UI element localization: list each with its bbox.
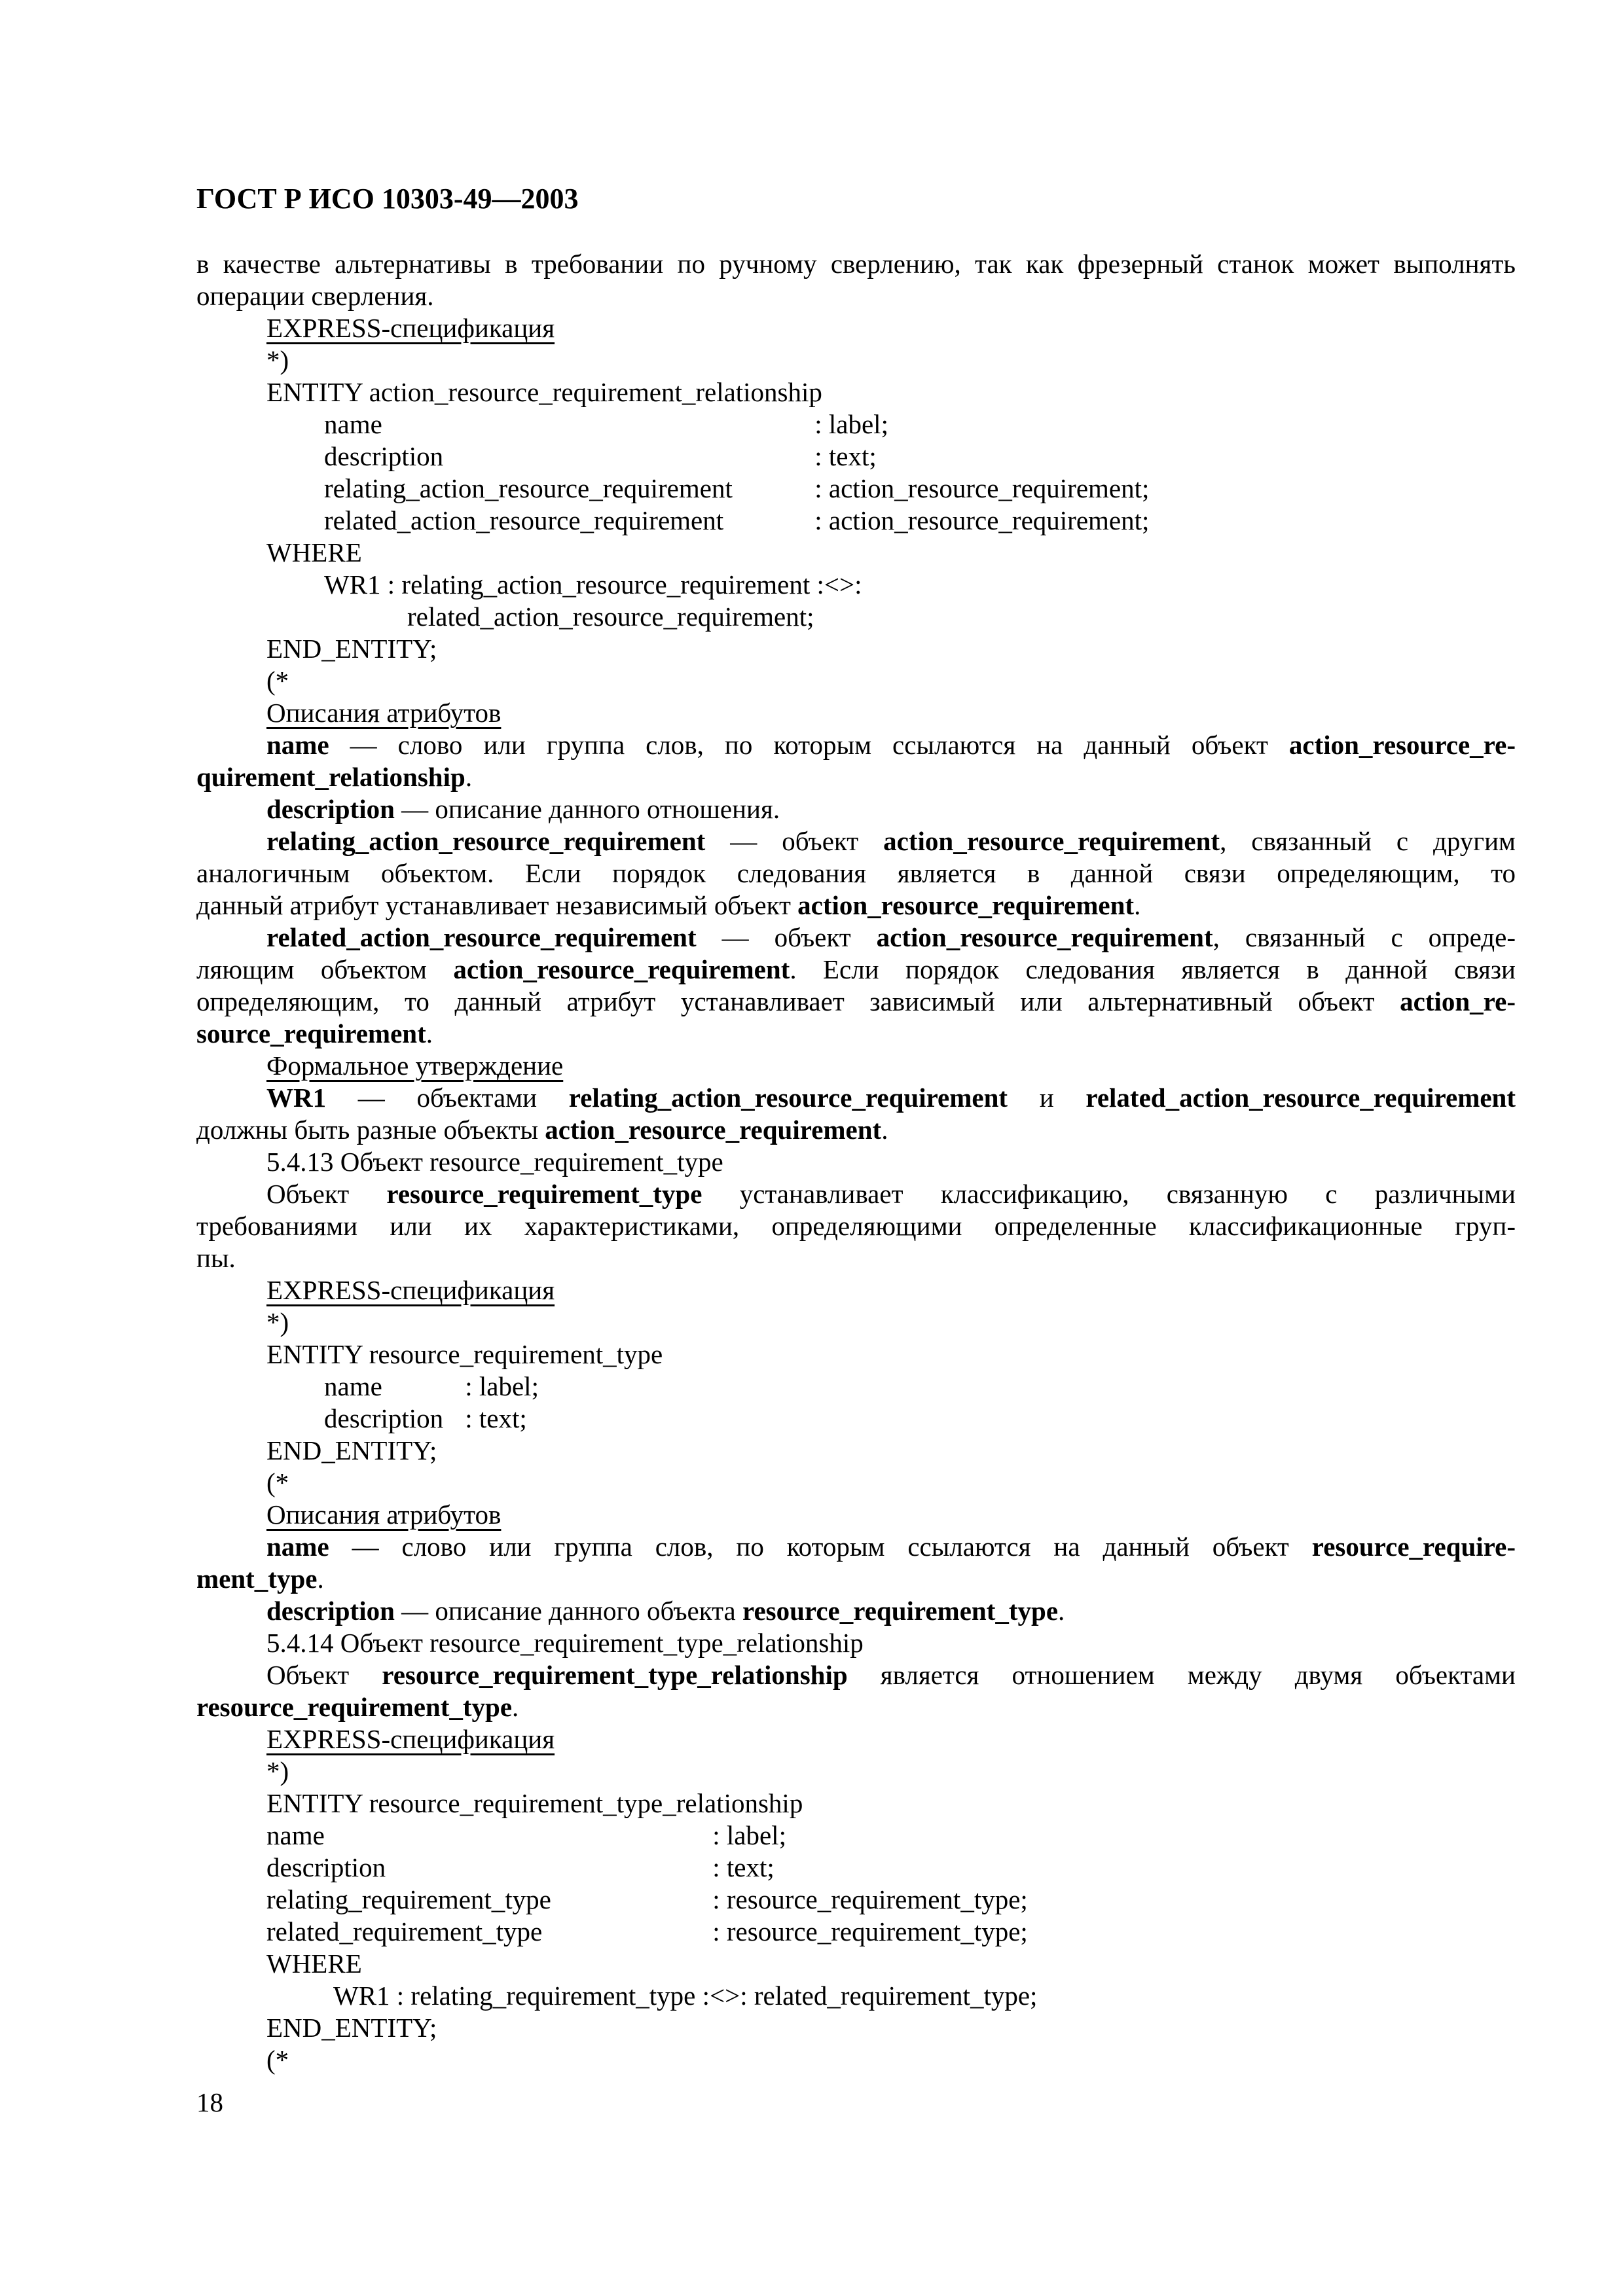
code-attribute-name: description bbox=[324, 441, 444, 471]
entity-name-text: resource_requirement_type bbox=[196, 1692, 513, 1722]
entity-name-text: resource_requirement_type bbox=[386, 1179, 702, 1209]
text-segment: WHERE bbox=[266, 1948, 362, 1979]
code-line bbox=[196, 376, 1516, 408]
code-attr-line bbox=[196, 1852, 1516, 1884]
text-segment: данный атрибут устанавливает независимый объект bbox=[196, 890, 798, 920]
paragraph-line bbox=[196, 889, 1516, 922]
entity-name-text: quirement_relationship bbox=[196, 762, 465, 792]
code-line bbox=[196, 1338, 1516, 1371]
text-segment: определяющим, то данный атрибут устанавливает зависимый или альтернативный объект bbox=[196, 986, 1400, 1016]
entity-name-text: description bbox=[266, 794, 395, 824]
text-segment: требованиями или их характеристиками, определяющими определенные классификационные груп- bbox=[196, 1211, 1516, 1241]
text-segment: WHERE bbox=[266, 537, 362, 567]
text-segment: ENTITY action_resource_requirement_relationship bbox=[266, 377, 822, 407]
entity-name-text: action_resource_requirement bbox=[883, 826, 1220, 856]
paragraph-line bbox=[196, 954, 1516, 986]
underlined-heading-text: Описания атрибутов bbox=[266, 698, 501, 728]
code-attr-line bbox=[196, 1884, 1516, 1916]
code-attribute-type: : text; bbox=[814, 441, 877, 471]
code-line bbox=[196, 1948, 1516, 1980]
section-heading bbox=[196, 1146, 1516, 1178]
code-attribute-name: name bbox=[324, 1371, 382, 1401]
text-segment: — описание данного отношения. bbox=[394, 794, 780, 824]
text-segment: пы. bbox=[196, 1243, 236, 1273]
text-segment: related_action_resource_requirement; bbox=[407, 601, 814, 632]
code-attribute-name: relating_action_resource_requirement bbox=[324, 473, 733, 503]
text-segment: (* bbox=[266, 1467, 289, 1498]
code-attribute-name: related_action_resource_requirement bbox=[324, 505, 724, 535]
text-segment: 5.4.14 Объект resource_requirement_type_relationship bbox=[266, 1628, 864, 1658]
text-segment: (* bbox=[266, 2045, 289, 2075]
text-segment: . bbox=[881, 1115, 888, 1145]
attr-descriptions-heading bbox=[196, 1499, 1516, 1531]
entity-name-text: action_resource_re- bbox=[1288, 730, 1516, 760]
entity-name-text: action_resource_requirement bbox=[876, 922, 1213, 952]
code-line bbox=[196, 344, 1516, 376]
code-line bbox=[196, 1306, 1516, 1338]
code-line bbox=[196, 569, 1516, 601]
code-attr-line bbox=[196, 1820, 1516, 1852]
paragraph-line bbox=[196, 1595, 1516, 1627]
paragraph-line bbox=[196, 1082, 1516, 1114]
text-segment: устанавливает классификацию, связанную с различными bbox=[702, 1179, 1516, 1209]
text-segment: 5.4.13 Объект resource_requirement_type bbox=[266, 1147, 723, 1177]
text-segment: , связанный с другим bbox=[1220, 826, 1516, 856]
text-segment: . Если порядок следования является в данной связи bbox=[790, 954, 1516, 984]
entity-name-text: relating_action_resource_requirement bbox=[568, 1083, 1008, 1113]
code-attribute-type: : label; bbox=[712, 1820, 786, 1850]
code-attr-line bbox=[196, 1371, 1516, 1403]
entity-name-text: resource_requirement_type bbox=[742, 1596, 1059, 1626]
paragraph-line bbox=[196, 1018, 1516, 1050]
text-segment: — объект bbox=[705, 826, 884, 856]
text-segment: END_ENTITY; bbox=[266, 2013, 437, 2043]
formal-statement-heading bbox=[196, 1050, 1516, 1082]
code-line bbox=[196, 633, 1516, 665]
code-attr-line bbox=[196, 1403, 1516, 1435]
standard-designation-header: ГОСТ Р ИСО 10303-49—2003 bbox=[196, 183, 579, 215]
code-attribute-name: description bbox=[324, 1403, 444, 1433]
text-segment: — объект bbox=[696, 922, 877, 952]
text-segment: операции сверления. bbox=[196, 281, 434, 311]
entity-name-text: related_action_resource_requirement bbox=[266, 922, 697, 952]
code-attribute-type: : text; bbox=[712, 1852, 775, 1882]
code-line bbox=[196, 1755, 1516, 1787]
underlined-heading-text: EXPRESS-спецификация bbox=[266, 313, 555, 343]
paragraph-line bbox=[196, 1114, 1516, 1146]
text-segment: является отношением между двумя объектами bbox=[847, 1660, 1516, 1690]
text-segment: — описание данного объекта bbox=[394, 1596, 742, 1626]
paragraph-line bbox=[196, 1563, 1516, 1595]
entity-name-text: action_re- bbox=[1400, 986, 1516, 1016]
entity-name-text: name bbox=[266, 730, 329, 760]
text-segment: WR1 : relating_requirement_type :<>: related_requirement_type; bbox=[333, 1981, 1038, 2011]
paragraph-line bbox=[196, 1210, 1516, 1242]
text-segment: *) bbox=[266, 345, 289, 375]
paragraph-line bbox=[196, 1691, 1516, 1723]
text-segment: . bbox=[1058, 1596, 1065, 1626]
code-line bbox=[196, 537, 1516, 569]
code-line bbox=[196, 2044, 1516, 2076]
paragraph-line bbox=[196, 857, 1516, 889]
underlined-heading-text: EXPRESS-спецификация bbox=[266, 1275, 555, 1305]
code-attribute-type: : resource_requirement_type; bbox=[712, 1916, 1028, 1946]
entity-name-text: ment_type bbox=[196, 1564, 318, 1594]
text-segment: . bbox=[512, 1692, 519, 1722]
code-attribute-type: : action_resource_requirement; bbox=[814, 473, 1150, 503]
text-segment: — слово или группа слов, по которым ссылаются на данный объект bbox=[329, 1532, 1312, 1562]
entity-name-text: action_resource_requirement bbox=[545, 1115, 882, 1145]
code-line bbox=[196, 601, 1516, 633]
code-attr-line bbox=[196, 505, 1516, 537]
code-attribute-type: : text; bbox=[465, 1403, 527, 1433]
attr-descriptions-heading bbox=[196, 697, 1516, 729]
paragraph-line bbox=[196, 1242, 1516, 1274]
code-attribute-name: name bbox=[324, 409, 382, 439]
entity-name-text: relating_action_resource_requirement bbox=[266, 826, 706, 856]
text-segment: *) bbox=[266, 1756, 289, 1786]
text-segment: . bbox=[465, 762, 473, 792]
express-spec-heading bbox=[196, 1723, 1516, 1755]
text-segment: в качестве альтернативы в требовании по ручному сверлению, так как фрезерный станок может выполнять bbox=[196, 249, 1516, 279]
code-attribute-name: relating_requirement_type bbox=[266, 1884, 551, 1914]
express-spec-heading bbox=[196, 1274, 1516, 1306]
text-segment: *) bbox=[266, 1307, 289, 1337]
code-attr-line bbox=[196, 1916, 1516, 1948]
paragraph-line bbox=[196, 248, 1516, 280]
page-number: 18 bbox=[196, 2087, 223, 2117]
entity-name-text: action_resource_requirement bbox=[453, 954, 790, 984]
text-segment: . bbox=[426, 1018, 433, 1049]
text-segment: . bbox=[1134, 890, 1141, 920]
text-segment: аналогичным объектом. Если порядок следования является в данной связи определяющим, то bbox=[196, 858, 1516, 888]
paragraph-line bbox=[196, 729, 1516, 761]
entity-name-text: resource_require- bbox=[1311, 1532, 1516, 1562]
text-segment: Объект bbox=[266, 1179, 387, 1209]
section-heading bbox=[196, 1627, 1516, 1659]
text-segment: — объектами bbox=[326, 1083, 569, 1113]
code-attr-line bbox=[196, 408, 1516, 440]
document-lines bbox=[196, 248, 1516, 2076]
code-line bbox=[196, 1980, 1516, 2012]
text-segment: END_ENTITY; bbox=[266, 1435, 437, 1465]
text-segment: и bbox=[1008, 1083, 1086, 1113]
code-attribute-name: description bbox=[266, 1852, 386, 1882]
code-line bbox=[196, 1787, 1516, 1820]
text-segment: Объект bbox=[266, 1660, 382, 1690]
paragraph-line bbox=[196, 793, 1516, 825]
paragraph-line bbox=[196, 1178, 1516, 1210]
underlined-heading-text: Формальное утверждение bbox=[266, 1050, 564, 1081]
text-segment: , связанный с опреде- bbox=[1213, 922, 1516, 952]
text-segment: ляющим объектом bbox=[196, 954, 454, 984]
entity-name-text: action_resource_requirement bbox=[797, 890, 1135, 920]
text-segment: ENTITY resource_requirement_type_relationship bbox=[266, 1788, 803, 1818]
code-attr-line bbox=[196, 440, 1516, 473]
paragraph-line bbox=[196, 1531, 1516, 1563]
entity-name-text: related_action_resource_requirement bbox=[1085, 1083, 1516, 1113]
paragraph-line bbox=[196, 1659, 1516, 1691]
entity-name-text: resource_requirement_type_relationship bbox=[382, 1660, 848, 1690]
entity-name-text: description bbox=[266, 1596, 395, 1626]
text-segment: ENTITY resource_requirement_type bbox=[266, 1339, 663, 1369]
code-line bbox=[196, 1435, 1516, 1467]
code-attribute-type: : label; bbox=[814, 409, 888, 439]
entity-name-text: source_requirement bbox=[196, 1018, 426, 1049]
paragraph-line bbox=[196, 761, 1516, 793]
entity-name-text: name bbox=[266, 1532, 329, 1562]
text-segment: (* bbox=[266, 666, 289, 696]
underlined-heading-text: EXPRESS-спецификация bbox=[266, 1724, 555, 1754]
code-line bbox=[196, 1467, 1516, 1499]
code-attribute-type: : label; bbox=[465, 1371, 539, 1401]
paragraph-line bbox=[196, 922, 1516, 954]
paragraph-line bbox=[196, 280, 1516, 312]
text-segment: WR1 : relating_action_resource_requirement :<>: bbox=[324, 569, 862, 600]
text-segment: — слово или группа слов, по которым ссылаются на данный объект bbox=[329, 730, 1289, 760]
page-content bbox=[196, 183, 1516, 2076]
text-segment: должны быть разные объекты bbox=[196, 1115, 545, 1145]
code-line bbox=[196, 665, 1516, 697]
code-attribute-type: : resource_requirement_type; bbox=[712, 1884, 1028, 1914]
underlined-heading-text: Описания атрибутов bbox=[266, 1499, 501, 1530]
code-attribute-name: name bbox=[266, 1820, 325, 1850]
code-line bbox=[196, 2012, 1516, 2044]
code-attr-line bbox=[196, 473, 1516, 505]
paragraph-line bbox=[196, 986, 1516, 1018]
entity-name-text: WR1 bbox=[266, 1083, 327, 1113]
paragraph-line bbox=[196, 825, 1516, 857]
text-segment: . bbox=[317, 1564, 324, 1594]
text-segment: END_ENTITY; bbox=[266, 634, 437, 664]
code-attribute-name: related_requirement_type bbox=[266, 1916, 543, 1946]
express-spec-heading bbox=[196, 312, 1516, 344]
code-attribute-type: : action_resource_requirement; bbox=[814, 505, 1150, 535]
